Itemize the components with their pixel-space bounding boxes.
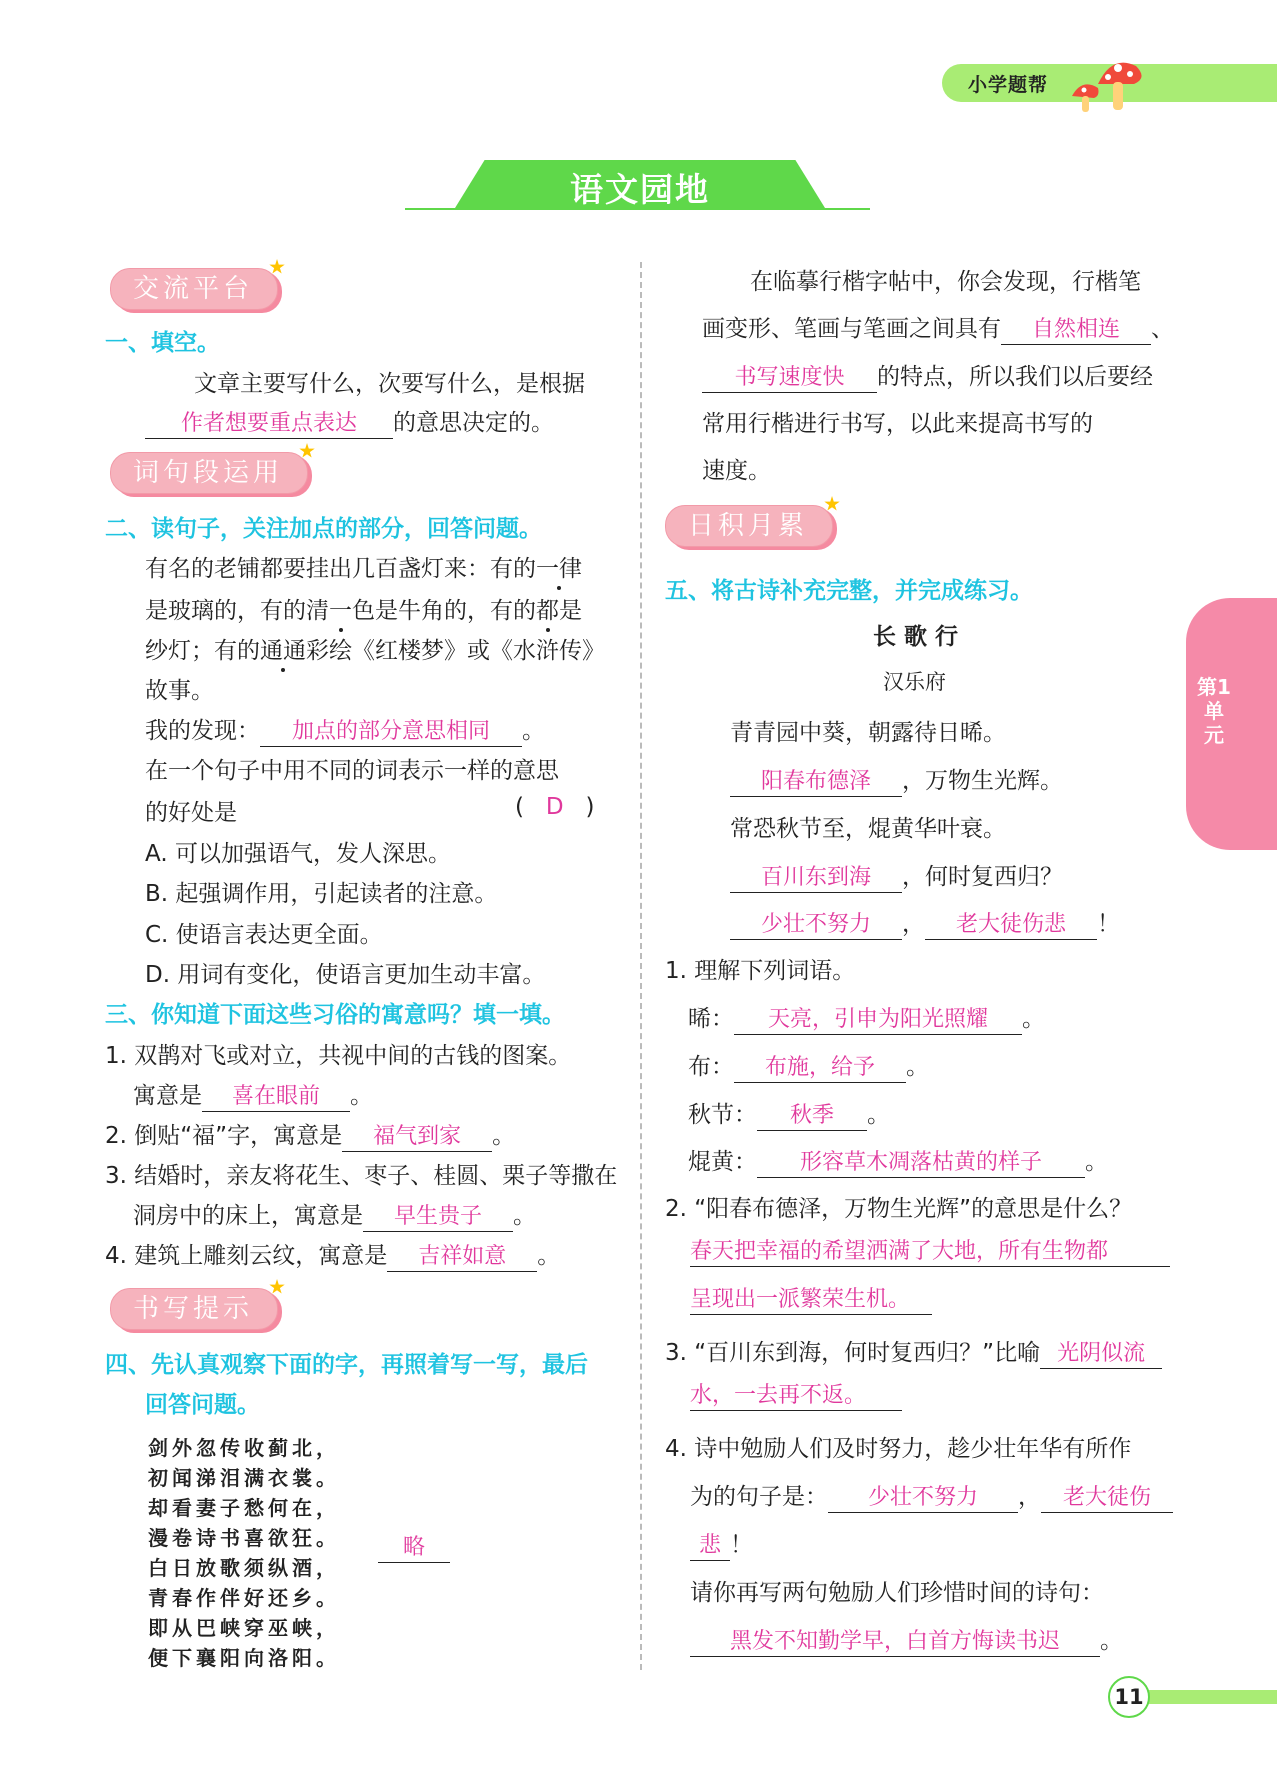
poem-line3: 常恐秋节至，焜黄华叶衰。 [730, 816, 1006, 842]
q4-text-line5: 速度。 [702, 458, 771, 484]
option-c: C. 使语言表达更全面。 [145, 922, 383, 948]
q3-item1-answer-line: 寓意是 喜在眼前 。 [133, 1077, 373, 1112]
q5-sub4-answer-1[interactable]: 少壮不努力 [828, 1484, 1018, 1513]
poem-answer-4[interactable]: 老大徒伤悲 [925, 911, 1097, 940]
q5-sub4-answer-4[interactable]: 黑发不知勤学早，白首方悔读书迟 [690, 1628, 1100, 1657]
q5-heading: 五、将古诗补充完整，并完成练习。 [665, 578, 1033, 604]
q2-passage-line3: 纱灯；有的通通彩绘《红楼梦》或《水浒传》 [145, 638, 605, 664]
q2-dotted-word: 都 [536, 598, 559, 624]
q4-write-answer-line [378, 1534, 450, 1563]
word-3: 秋节： 秋季 。 [688, 1096, 890, 1131]
word-2-answer[interactable]: 布施，给予 [734, 1054, 906, 1083]
section-badge-writing: 书写提示 [110, 1288, 278, 1330]
q5-sub2-answer-line2 [690, 1286, 932, 1315]
column-divider [640, 262, 642, 1670]
q5-sub1: 1. 理解下列词语。 [665, 958, 856, 984]
option-a: A. 可以加强语气，发人深思。 [145, 841, 451, 867]
q3-item1-answer[interactable]: 喜在眼前 [202, 1083, 350, 1112]
poem-line4: 百川东到海 ，何时复西归？ [730, 858, 1063, 893]
q5-sub3-answer-cont[interactable]: 水，一去再不返。 [690, 1382, 902, 1411]
word-1-answer[interactable]: 天亮，引申为阳光照耀 [734, 1006, 1022, 1035]
q4-answer-2[interactable]: 书写速度快 [702, 364, 877, 393]
q3-item2-answer[interactable]: 福气到家 [342, 1123, 492, 1152]
word-2: 布： 布施，给予 。 [688, 1048, 929, 1083]
page-number-bar [1138, 1690, 1277, 1704]
section-badge-accumulation: 日积月累 [665, 505, 833, 547]
poem-line1: 青青园中葵，朝露待日晞。 [730, 720, 1006, 746]
q1-line2: 作者想要重点表达 的意思决定的。 [145, 404, 554, 439]
q2-passage-line2: 是玻璃的，有的清一色是牛角的，有的都是 [145, 598, 582, 624]
callig-line: 即从巴峡穿巫峡， [148, 1616, 340, 1640]
q2-finding: 我的发现： 加点的部分意思相同 。 [145, 712, 545, 747]
q2-passage-line1: 有名的老铺都要挂出几百盏灯来：有的一律 [145, 556, 582, 582]
q2-dotted-word: 一律 [536, 556, 582, 582]
section-badge-exchange: 交流平台 [110, 268, 278, 310]
page-title: 语文园地 [570, 170, 710, 209]
mushroom-icon [1068, 46, 1148, 116]
q5-sub3-answer[interactable]: 光阴似流 [1040, 1340, 1162, 1369]
poem-author: 汉乐府 [883, 670, 946, 694]
page-number: 11 [1108, 1676, 1150, 1718]
q1-heading: 一、填空。 [105, 330, 220, 356]
q3-item3: 3. 结婚时，亲友将花生、枣子、桂圆、栗子等撒在 [105, 1163, 618, 1189]
q5-sub4-answer-2[interactable]: 老大徒伤 [1041, 1484, 1173, 1513]
q5-sub4: 4. 诗中勉励人们及时努力，趁少壮年华有所作 [665, 1436, 1132, 1462]
q5-sub4-extra-line: 黑发不知勤学早，白首方悔读书迟 。 [690, 1622, 1123, 1657]
callig-line: 漫卷诗书喜欲狂。 [148, 1526, 340, 1550]
q3-item3-answer-line: 洞房中的床上，寓意是 早生贵子 。 [133, 1197, 536, 1232]
q2-heading: 二、读句子，关注加点的部分，回答问题。 [105, 516, 542, 542]
q2-dotted-word: 通通 [260, 638, 306, 664]
q3-item1: 1. 双鹊对飞或对立，共视中间的古钱的图案。 [105, 1043, 572, 1069]
q5-sub2-answer[interactable]: 春天把幸福的希望洒满了大地，所有生物都 [690, 1238, 1170, 1267]
q4-write-answer[interactable]: 略 [378, 1534, 450, 1563]
q5-sub4-line3: 悲 ！ [690, 1526, 753, 1561]
poem-line5: 少壮不努力 ， 老大徒伤悲 ！ [730, 905, 1120, 940]
q3-item3-answer[interactable]: 早生贵子 [363, 1203, 513, 1232]
q3-item2: 2. 倒贴“福”字，寓意是 福气到家 。 [105, 1117, 515, 1152]
word-4-answer[interactable]: 形容草木凋落枯黄的样子 [757, 1149, 1085, 1178]
poem-answer-1[interactable]: 阳春布德泽 [730, 768, 902, 797]
q5-sub2: 2. “阳春布德泽，万物生光辉”的意思是什么？ [665, 1196, 1133, 1222]
q3-item4-answer[interactable]: 吉祥如意 [387, 1243, 537, 1272]
q4-text-line2: 画变形、笔画与笔画之间具有 自然相连 、 [702, 310, 1174, 345]
word-1: 晞： 天亮，引申为阳光照耀 。 [688, 1000, 1045, 1035]
q2-choice: ( D ) [515, 794, 595, 820]
poem-answer-3[interactable]: 少壮不努力 [730, 911, 902, 940]
callig-line: 初闻涕泪满衣裳。 [148, 1466, 340, 1490]
q1-answer[interactable]: 作者想要重点表达 [145, 410, 393, 439]
option-b: B. 起强调作用，引起读者的注意。 [145, 881, 498, 907]
q4-text-line1: 在临摹行楷字帖中，你会发现，行楷笔 [750, 269, 1141, 295]
brand-name: 小学题帮 [968, 74, 1049, 96]
word-4: 焜黄： 形容草木凋落枯黄的样子 。 [688, 1143, 1108, 1178]
q2-dotted-word: 清一色 [306, 598, 375, 624]
q4-text-line4: 常用行楷进行书写，以此来提高书写的 [702, 411, 1093, 437]
q5-sub3: 3. “百川东到海，何时复西归？”比喻 光阴似流 [665, 1334, 1162, 1369]
q5-sub3-answer-line2 [690, 1382, 902, 1411]
q1-text: 文章主要写什么，次要写什么，是根据 [194, 371, 585, 397]
option-d: D. 用词有变化，使语言更加生动丰富。 [145, 962, 546, 988]
poem-title: 长 歌 行 [873, 624, 959, 650]
q2-question2: 的好处是 [145, 800, 237, 826]
q5-sub4-answer-3[interactable]: 悲 [690, 1532, 730, 1561]
q2-passage-line4: 故事。 [145, 678, 214, 704]
q2-finding-answer[interactable]: 加点的部分意思相同 [260, 718, 522, 747]
callig-line: 青春作伴好还乡。 [148, 1586, 340, 1610]
callig-line: 剑外忽传收蓟北， [148, 1436, 340, 1460]
q3-item4: 4. 建筑上雕刻云纹，寓意是 吉祥如意 。 [105, 1237, 560, 1272]
unit-tab-label: 第1单元 [1197, 675, 1231, 747]
q5-sub4-extra: 请你再写两句勉励人们珍惜时间的诗句： [690, 1580, 1104, 1606]
callig-line: 白日放歌须纵酒， [148, 1556, 340, 1580]
callig-line: 便下襄阳向洛阳。 [148, 1646, 340, 1670]
q4-answer-1[interactable]: 自然相连 [1001, 316, 1151, 345]
poem-line2: 阳春布德泽 ，万物生光辉。 [730, 762, 1063, 797]
q4-text-line3: 书写速度快 的特点，所以我们以后要经 [702, 358, 1153, 393]
q4-heading-cont: 回答问题。 [145, 1392, 260, 1418]
q2-choice-answer[interactable]: D [545, 794, 564, 820]
q3-heading: 三、你知道下面这些习俗的寓意吗？填一填。 [105, 1002, 565, 1028]
q5-sub2-answer-cont[interactable]: 呈现出一派繁荣生机。 [690, 1286, 932, 1315]
q4-heading: 四、先认真观察下面的字，再照着写一写，最后 [105, 1352, 588, 1378]
callig-line: 却看妻子愁何在， [148, 1496, 340, 1520]
q5-sub2-answer-line1 [690, 1238, 1170, 1267]
word-3-answer[interactable]: 秋季 [757, 1102, 867, 1131]
section-badge-usage: 词句段运用 [110, 452, 308, 494]
q2-question: 在一个句子中用不同的词表示一样的意思 [145, 758, 559, 784]
q5-sub4-line2: 为的句子是： 少壮不努力 ， 老大徒伤 [690, 1478, 1173, 1513]
poem-answer-2[interactable]: 百川东到海 [730, 864, 902, 893]
